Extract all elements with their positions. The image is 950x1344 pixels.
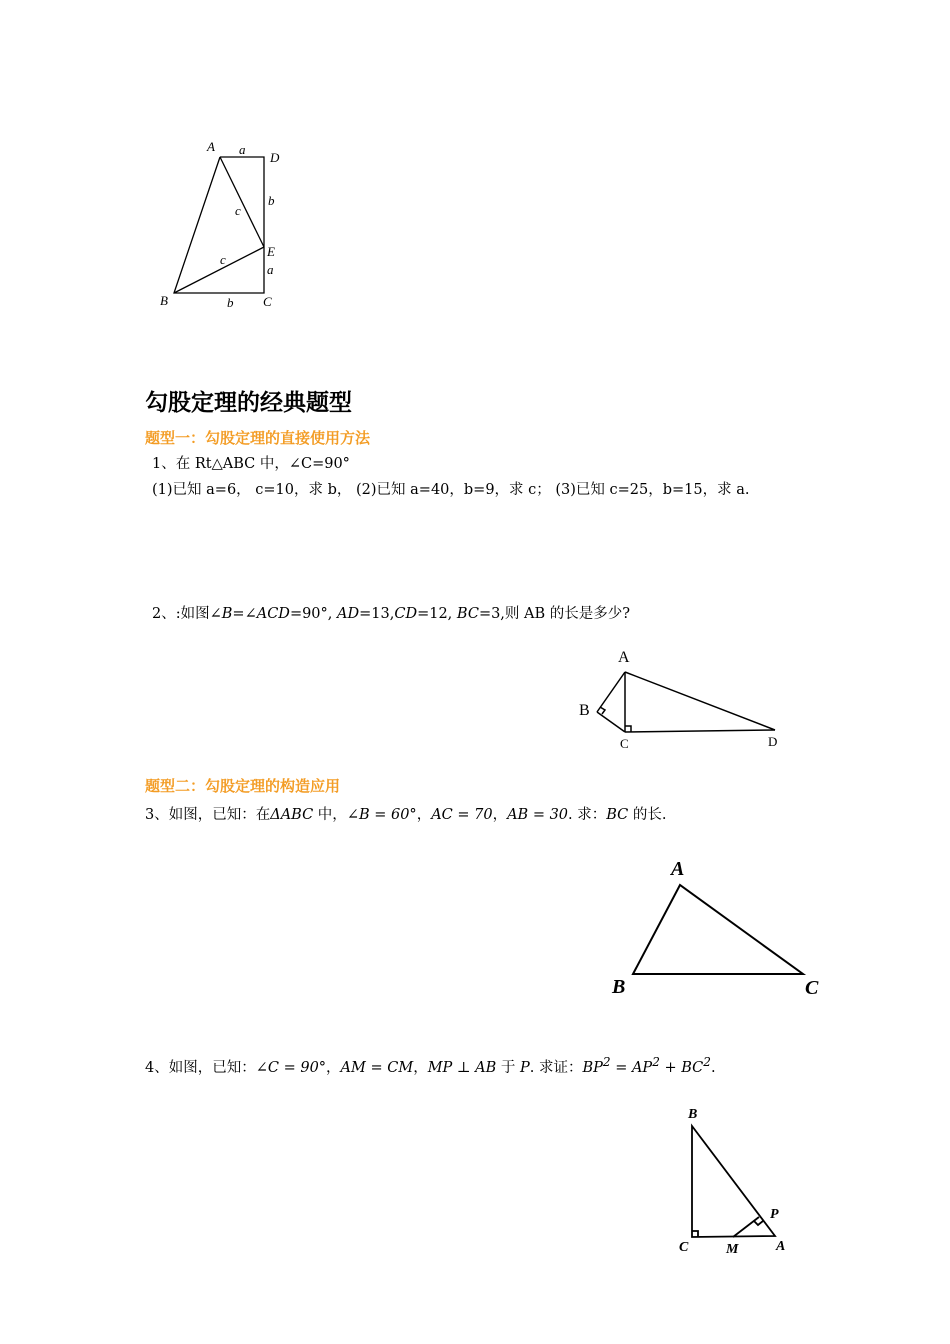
question-1-line-2: (1)已知 a=6， c=10，求 b， (2)已知 a=40，b=9，求 c； (3)已知 c=25，b=15，求 a. — [152, 482, 750, 498]
label-C: C — [263, 294, 272, 309]
label-E: E — [267, 244, 275, 259]
trapezoid-figure — [150, 135, 290, 315]
label-c-upper: c — [235, 203, 241, 218]
label-B: B — [579, 702, 590, 719]
label-C: C — [679, 1240, 689, 1255]
label-A: A — [776, 1239, 786, 1254]
triangle-abc-figure — [605, 850, 835, 1005]
right-triangle-figure — [670, 1100, 800, 1265]
quadrilateral-figure — [575, 640, 785, 755]
label-c-lower: c — [220, 252, 226, 267]
label-M: M — [726, 1242, 739, 1257]
question-2: 2、:如图∠B=∠ACD=90°, AD=13,CD=12, BC=3,则 AB 的长是多少? — [152, 606, 631, 622]
section-heading-1: 题型一：勾股定理的直接使用方法 — [145, 429, 371, 447]
label-a-top: a — [239, 142, 246, 157]
question-3: 3、如图，已知：在ΔABC 中，∠B = 60°，AC = 70，AB = 30. 求：BC 的长. — [145, 807, 667, 823]
label-D: D — [768, 734, 778, 749]
section-heading-2: 题型二：勾股定理的构造应用 — [145, 777, 341, 795]
label-b-bottom: b — [227, 295, 234, 310]
label-b-right: b — [268, 193, 275, 208]
label-A: A — [207, 139, 215, 154]
label-a-right: a — [267, 262, 274, 277]
label-C: C — [620, 736, 629, 751]
label-B: B — [688, 1107, 698, 1122]
label-B: B — [612, 976, 626, 998]
label-A: A — [618, 649, 630, 666]
question-1-line-1: 1、在 Rt△ABC 中，∠C=90° — [152, 456, 350, 472]
question-4: 4、如图，已知：∠C = 90°，AM = CM，MP ⊥ AB 于 P. 求证：$BP^2 = AP^2 + BC^2$. — [145, 1055, 716, 1076]
page-title: 勾股定理的经典题型 — [145, 390, 352, 416]
label-D: D — [270, 150, 280, 165]
label-P: P — [770, 1207, 779, 1222]
label-C: C — [805, 977, 819, 999]
label-A: A — [671, 858, 685, 880]
label-B: B — [160, 293, 168, 308]
